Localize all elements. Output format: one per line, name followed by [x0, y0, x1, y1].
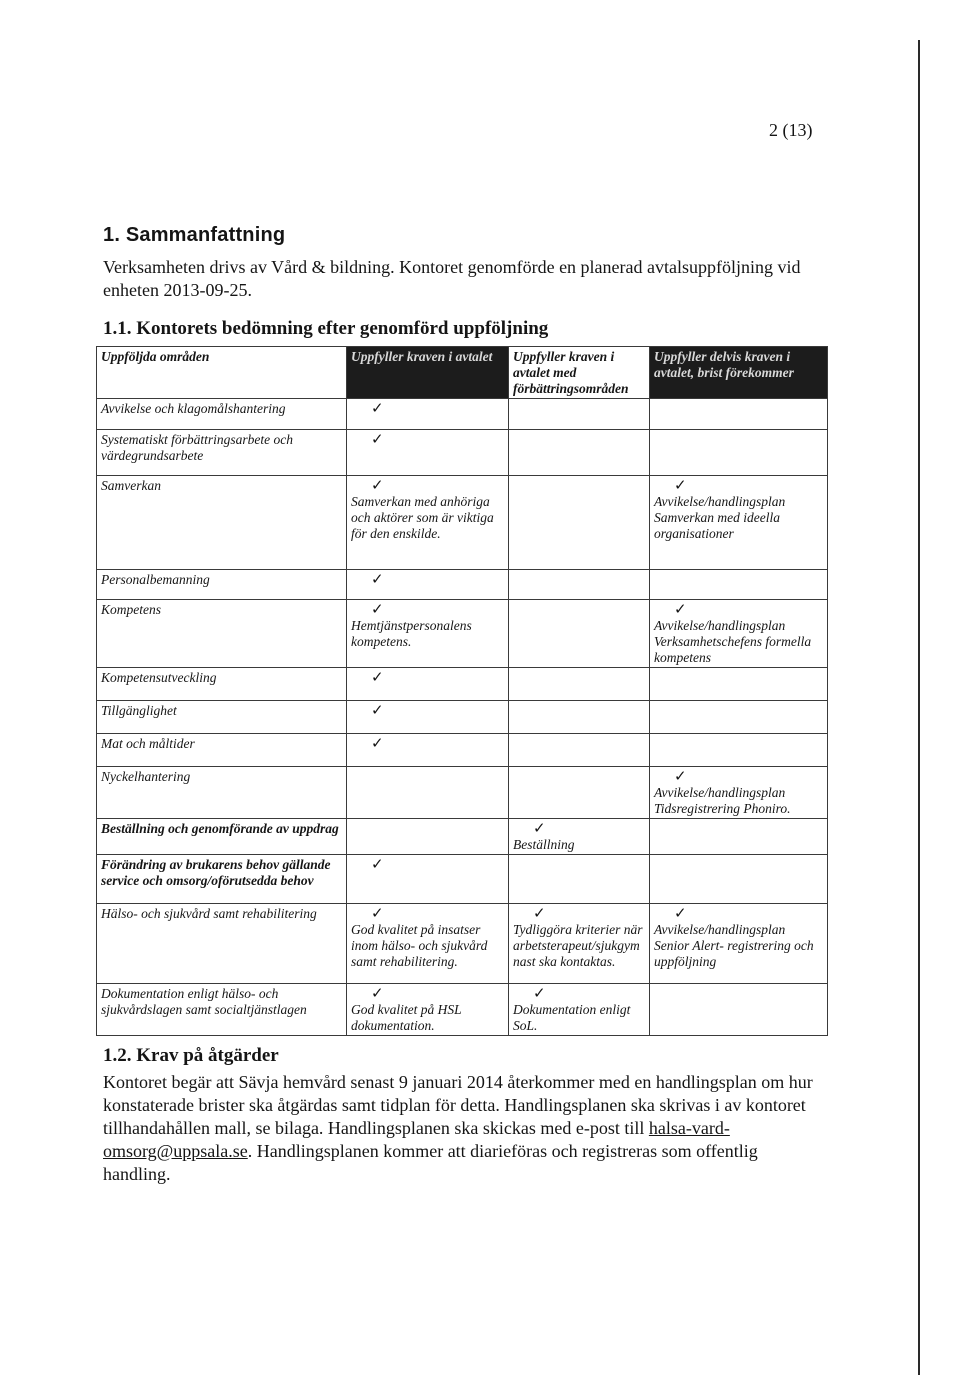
table-row: [97, 399, 828, 430]
area-cell: Mat och måltider: [97, 734, 347, 767]
cell-note: Avvikelse/handlingsplan Senior Alert- registrering och uppföljning: [654, 922, 814, 969]
area-cell: Systematiskt förbättringsarbete och värdegrundsarbete: [97, 430, 347, 476]
assessment-cell-c3: [509, 701, 650, 734]
checkmark-icon: ✓: [371, 478, 384, 494]
assessment-cell-c3: [509, 430, 650, 476]
cell-note: Samverkan med anhöriga och aktörer som är viktiga för den enskilde.: [351, 494, 494, 541]
checkmark-icon: ✓: [371, 703, 384, 719]
assessment-cell-c4: [650, 734, 828, 767]
heading-sammanfattning: 1. Sammanfattning: [103, 224, 286, 246]
assessment-cell-c4: [650, 701, 828, 734]
assessment-cell-c2: [347, 600, 509, 668]
area-cell: Samverkan: [97, 476, 347, 570]
checkmark-icon: ✓: [674, 769, 687, 785]
cell-note: Avvikelse/handlingsplan Verksamhetschefens formella kompetens: [654, 618, 812, 665]
krav-text-after: . Handlingsplanen kommer att diarieföras och registreras som offentlig handling.: [103, 1141, 758, 1184]
table-row: [97, 476, 828, 570]
area-cell: Avvikelse och klagomålshantering: [97, 399, 347, 430]
area-cell: Hälso- och sjukvård samt rehabilitering: [97, 904, 347, 984]
assessment-cell-c4: [650, 904, 828, 984]
area-cell: Förändring av brukarens behov gällande service och omsorg/oförutsedda behov: [97, 855, 347, 904]
assessment-cell-c2: [347, 855, 509, 904]
cell-note: Hemtjänstpersonalens kompetens.: [351, 618, 472, 649]
assessment-cell-c2: [347, 701, 509, 734]
header-uppfyller-delvis: Uppfyller delvis kraven i avtalet, brist förekommer: [650, 347, 828, 399]
header-uppfyller-kraven: Uppfyller kraven i avtalet: [347, 347, 509, 399]
checkmark-icon: ✓: [533, 821, 546, 837]
checkmark-icon: ✓: [371, 572, 384, 588]
assessment-cell-c2: [347, 476, 509, 570]
heading-krav-pa-atgarder: 1.2. Krav på åtgärder: [103, 1045, 279, 1066]
cell-note: God kvalitet på insatser inom hälso- och sjukvård samt rehabilitering.: [351, 922, 488, 969]
checkmark-icon: ✓: [371, 906, 384, 922]
assessment-cell-c4: [650, 767, 828, 819]
area-cell: Kompetensutveckling: [97, 668, 347, 701]
email-link[interactable]: halsa-vard-omsorg@uppsala.se: [103, 1118, 730, 1161]
table-row: [97, 984, 828, 1036]
table-row: [97, 734, 828, 767]
assessment-cell-c3: [509, 668, 650, 701]
checkmark-icon: ✓: [371, 602, 384, 618]
header-uppfoljda-omraden: Uppföljda områden: [97, 347, 347, 399]
cell-note: Dokumentation enligt SoL.: [513, 1002, 631, 1033]
table-row: [97, 904, 828, 984]
table-row: [97, 701, 828, 734]
heading-bedomning: 1.1. Kontorets bedömning efter genomförd uppföljning: [103, 318, 549, 339]
area-cell: Tillgänglighet: [97, 701, 347, 734]
assessment-cell-c3: [509, 399, 650, 430]
table-row: [97, 767, 828, 819]
table-row: [97, 600, 828, 668]
assessment-cell-c3: [509, 767, 650, 819]
summary-paragraph: Verksamheten drivs av Vård & bildning. Kontoret genomförde en planerad avtalsuppföljning vid enheten 2013-09-25.: [103, 257, 801, 300]
table-row: [97, 819, 828, 855]
table-row: [97, 570, 828, 600]
cell-note: Avvikelse/handlingsplan Tidsregistrering Phoniro.: [654, 785, 791, 816]
area-cell: Personalbemanning: [97, 570, 347, 600]
assessment-cell-c4: [650, 399, 828, 430]
checkmark-icon: ✓: [371, 432, 384, 448]
assessment-cell-c3: [509, 570, 650, 600]
checkmark-icon: ✓: [674, 478, 687, 494]
krav-text-before: Kontoret begär att Sävja hemvård senast 9 januari 2014 återkommer med en handlingsplan om hur konstaterade brister ska åtgärdas samt tidplan för detta. Handlingsplanen ska skrivas i av kontoret tillhandahållen mall, se bilaga. Handlingsplanen ska skickas med e-post till: [103, 1072, 813, 1138]
checkmark-icon: ✓: [533, 906, 546, 922]
table-row: [97, 668, 828, 701]
checkmark-icon: ✓: [371, 736, 384, 752]
area-cell: Dokumentation enligt hälso- och sjukvårdslagen samt socialtjänstlagen: [97, 984, 347, 1036]
assessment-cell-c3: [509, 984, 650, 1036]
checkmark-icon: ✓: [533, 986, 546, 1002]
assessment-cell-c3: [509, 734, 650, 767]
area-cell: Nyckelhantering: [97, 767, 347, 819]
assessment-cell-c2: [347, 767, 509, 819]
cell-note: God kvalitet på HSL dokumentation.: [351, 1002, 462, 1033]
assessment-cell-c2: [347, 570, 509, 600]
checkmark-icon: ✓: [371, 670, 384, 686]
cell-note: Tydliggöra kriterier när arbetsterapeut/sjukgym nast ska kontaktas.: [513, 922, 643, 969]
assessment-cell-c3: [509, 476, 650, 570]
area-cell: Kompetens: [97, 600, 347, 668]
assessment-cell-c2: [347, 819, 509, 855]
krav-paragraph: [103, 1071, 823, 1186]
table-header-row: [97, 347, 828, 399]
table-body: [97, 399, 828, 1036]
cell-note: Avvikelse/handlingsplan Samverkan med ideella organisationer: [654, 494, 786, 541]
assessment-cell-c2: [347, 984, 509, 1036]
checkmark-icon: ✓: [674, 602, 687, 618]
assessment-cell-c2: [347, 668, 509, 701]
margin-rule: [918, 40, 920, 1375]
table-row: [97, 430, 828, 476]
area-cell: Beställning och genomförande av uppdrag: [97, 819, 347, 855]
assessment-cell-c3: [509, 600, 650, 668]
assessment-cell-c4: [650, 570, 828, 600]
checkmark-icon: ✓: [371, 986, 384, 1002]
assessment-cell-c2: [347, 399, 509, 430]
assessment-cell-c2: [347, 430, 509, 476]
header-forbattringsomraden: Uppfyller kraven i avtalet med förbättringsområden: [509, 347, 650, 399]
cell-note: Beställning: [513, 837, 575, 852]
assessment-cell-c3: [509, 819, 650, 855]
assessment-cell-c4: [650, 668, 828, 701]
table-row: [97, 855, 828, 904]
assessment-cell-c4: [650, 984, 828, 1036]
checkmark-icon: ✓: [371, 401, 384, 417]
assessment-cell-c4: [650, 476, 828, 570]
assessment-cell-c3: [509, 855, 650, 904]
checkmark-icon: ✓: [371, 857, 384, 873]
assessment-cell-c4: [650, 600, 828, 668]
checkmark-icon: ✓: [674, 906, 687, 922]
assessment-cell-c3: [509, 904, 650, 984]
assessment-cell-c4: [650, 430, 828, 476]
assessment-cell-c2: [347, 734, 509, 767]
page-number: 2 (13): [769, 120, 813, 140]
assessment-table: [96, 346, 828, 1036]
assessment-cell-c4: [650, 855, 828, 904]
assessment-cell-c4: [650, 819, 828, 855]
assessment-cell-c2: [347, 904, 509, 984]
